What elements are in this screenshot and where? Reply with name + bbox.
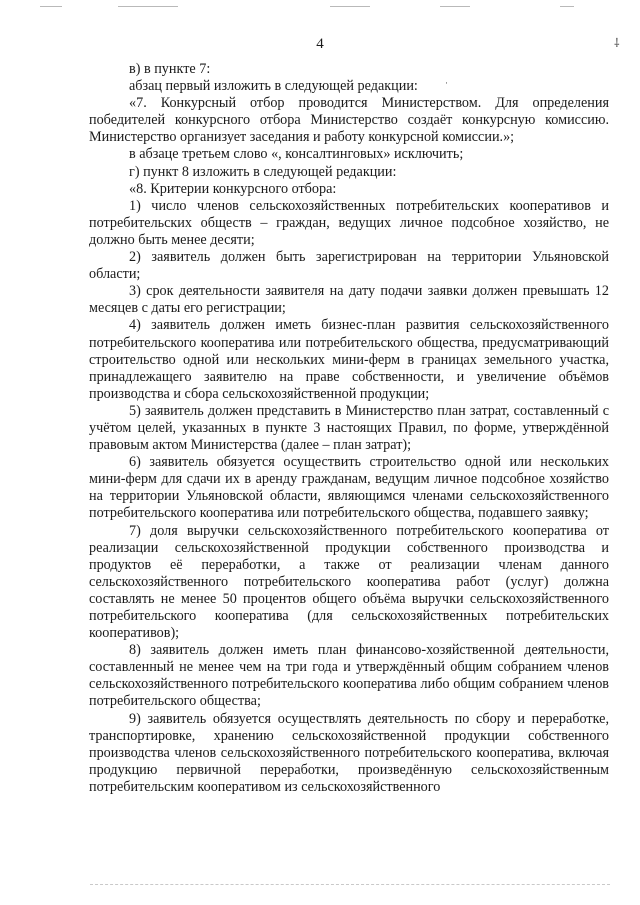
scan-mark-small-icon: · [445, 78, 448, 88]
paragraph-point-7: «7. Конкурсный отбор проводится Министерством. Для определения победителей конкурсного отбора Министерство создаёт конкурсную комиссию. Министерство организует заседания и работу конкурсной комиссии.»; [89, 95, 609, 146]
criterion-4: 4) заявитель должен иметь бизнес-план развития сельскохозяйственного потребительского кооператива или потребительского общества, предусматривающий строительство одной или нескольких мини-ферм в границах земельного участка, принадлежащего заявителю на праве собственности, и увеличение объёмов производства и сбора сельскохозяйственной продукции; [89, 317, 609, 402]
criterion-8: 8) заявитель должен иметь план финансово-хозяйственной деятельности, составленный не менее чем на три года и утверждённый общим собранием членов сельскохозяйственного потребительского кооператива либо общим собранием членов потребительского общества; [89, 642, 609, 710]
paragraph-subpoint-v: в) в пункте 7: [129, 61, 211, 77]
scan-mark-icon: ⸸ [614, 36, 620, 50]
scan-artifact-top-4 [440, 6, 470, 7]
paragraph-third-abzac: в абзаце третьем слово «, консалтинговых» исключить; [129, 146, 464, 163]
scan-artifact-top-1 [40, 6, 62, 7]
criterion-2: 2) заявитель должен быть зарегистрирован на территории Ульяновской области; [89, 249, 609, 283]
scan-artifact-bottom [90, 884, 610, 886]
criterion-1: 1) число членов сельскохозяйственных потребительских кооперативов и потребительских обществ – граждан, ведущих личное подсобное хозяйство, не должно быть менее десяти; [89, 197, 609, 248]
page-number: 4 [316, 36, 324, 52]
criterion-6: 6) заявитель обязуется осуществить строительство одной или нескольких мини-ферм для сдачи их в аренду гражданам, ведущим личное подсобное хозяйство на территории Ульяновской области, являющимся членами сельскохозяйственного потребительского кооператива или потребительского общества, подавшего заявку; [89, 454, 609, 522]
document-body [89, 61, 609, 796]
paragraph-first-abzac: абзац первый изложить в следующей редакции: [129, 78, 418, 95]
scan-artifact-top-3 [330, 6, 370, 7]
criterion-7: 7) доля выручки сельскохозяйственного потребительского кооператива от реализации сельскохозяйственной продукции собственного производства и продуктов её переработки, а также от реализации членам данного сельскохозяйственного потребительского кооператива работ (услуг) должна составлять не менее 50 процентов общего объёма выручки сельскохозяйственного потребительского кооператива (для сельскохозяйственных потребительских кооперативов); [89, 522, 609, 642]
scan-artifact-top-5 [560, 6, 574, 7]
criterion-3: 3) срок деятельности заявителя на дату подачи заявки должен превышать 12 месяцев с даты его регистрации; [89, 283, 609, 317]
paragraph-point-8: «8. Критерии конкурсного отбора: [129, 180, 337, 197]
criterion-5: 5) заявитель должен представить в Министерство план затрат, составленный с учётом целей, указанных в пункте 3 настоящих Правил, по форме, утверждённой правовым актом Министерства (далее – план затрат); [89, 402, 609, 454]
scan-artifact-top-2 [118, 6, 178, 7]
paragraph-subpoint-g: г) пункт 8 изложить в следующей редакции: [129, 163, 397, 180]
criterion-9: 9) заявитель обязуется осуществлять деятельность по сбору и переработке, транспортировке, хранению сельскохозяйственной продукции собственного производства членов сельскохозяйственного потребительского кооператива, включая продукцию первичной переработки, произведённую сельскохозяйственным потребительским кооперативом из сельскохозяйственного [89, 710, 609, 795]
